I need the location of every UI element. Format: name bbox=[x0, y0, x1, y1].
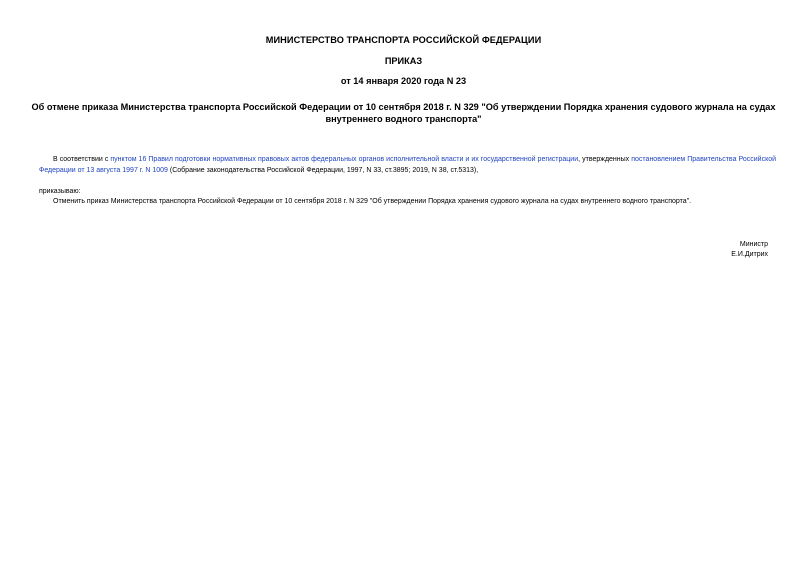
preamble-text-2: , утвержденных bbox=[578, 156, 632, 163]
decree-word: приказываю: bbox=[39, 188, 81, 195]
signature-name: Е.И.Дитрих bbox=[731, 251, 768, 258]
government-decree-link[interactable]: постановлением Правительства Российской Федерации от 13 августа 1997 г. N 1009 bbox=[39, 156, 777, 174]
preamble-text-1: В соответствии с bbox=[53, 156, 111, 163]
cancel-paragraph: Отменить приказ Министерства транспорта Российской Федерации от 10 сентября 2018 г. N 329 "Об утверждении Порядка хранения судового журнала на судах внутреннего водного транспорта". bbox=[53, 198, 692, 205]
signature-title: Министр bbox=[739, 241, 768, 248]
document-subject: Об отмене приказа Министерства транспорта Российской Федерации от 10 сентября 2018 г. N 329 "Об утверждении Порядка хранения судового журнала на судах внутреннего водного транспорта" bbox=[31, 102, 776, 124]
ministry-heading: МИНИСТЕРСТВО ТРАНСПОРТА РОССИЙСКОЙ ФЕДЕРАЦИИ bbox=[265, 35, 542, 45]
preamble-text-3: (Собрание законодательства Российской Федерации, 1997, N 33, ст.3895; 2019, N 38, ст.5313), bbox=[167, 166, 479, 174]
preamble-paragraph bbox=[39, 155, 776, 176]
rules-point-16-link[interactable]: пунктом 16 Правил подготовки нормативных правовых актов федеральных органов исполнительной власти и их государственной регистрации bbox=[110, 156, 579, 163]
document-date-number: от 14 января 2020 года N 23 bbox=[340, 76, 467, 86]
document-type-heading: ПРИКАЗ bbox=[384, 56, 423, 66]
